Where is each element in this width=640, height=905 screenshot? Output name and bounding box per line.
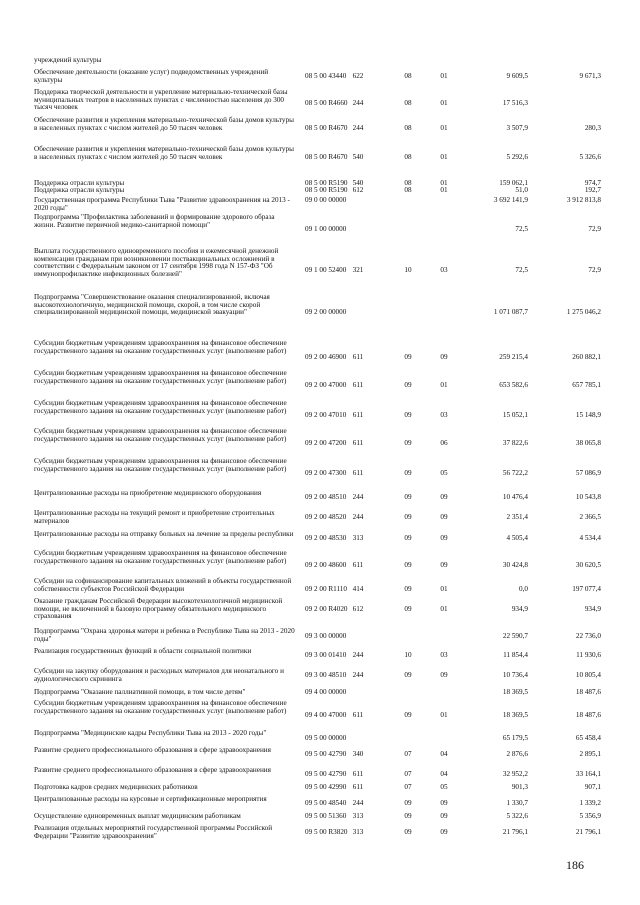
row-pr-cell: 03: [440, 266, 448, 274]
row-pr-cell: 09: [440, 812, 448, 820]
row-code-cell: 09 5 00 42790: [305, 750, 347, 758]
row-code-cell: 09 4 00 00000: [305, 688, 347, 696]
row-sum-2020-cell: 72,9: [588, 225, 601, 233]
row-sum-2019-cell: 934,9: [511, 605, 528, 613]
row-vr-cell: 611: [352, 711, 364, 719]
row-sum-2020-cell: 72,9: [588, 266, 601, 274]
row-pr-cell: 01: [440, 186, 448, 194]
row-code-cell: 09 4 00 47000: [305, 711, 347, 719]
row-sum-2020-cell: 1 339,2: [579, 799, 601, 807]
row-sum-2020-cell: 657 785,1: [572, 381, 601, 389]
row-name-cell: Субсидии бюджетным учреждениям здравоохранения на финансовое обеспечение государственного задания на оказание государственных услуг (выполнение работ): [34, 457, 287, 473]
row-vr-cell: 244: [352, 124, 364, 132]
row-sum-2020-cell: 9 671,3: [579, 72, 601, 80]
row-pr-cell: 09: [440, 799, 448, 807]
row-code-cell: 09 5 00 R3820: [305, 828, 348, 836]
row-sum-2020-cell: 5 356,9: [579, 812, 601, 820]
row-name-cell: Развитие среднего профессионального образования в сфере здравоохранения: [34, 766, 271, 774]
row-pr-cell: 09: [440, 353, 448, 361]
row-name-cell: Оказание гражданам Российской Федерации высокотехнологичной медицинской помощи, не включенной в базовую программу обязательного медицинского страхования: [34, 597, 283, 621]
row-code-cell: 09 2 00 47010: [305, 411, 347, 419]
row-name-cell: Обеспечение развития и укрепления материально-технической базы домов культуры в населенных пунктах с числом жителей до 50 тысяч человек: [34, 116, 294, 132]
row-rz-cell: 09: [404, 605, 412, 613]
row-vr-cell: 611: [352, 381, 364, 389]
row-code-cell: 09 5 00 00000: [305, 734, 347, 742]
row-sum-2019-cell: 22 590,7: [502, 632, 528, 640]
row-code-cell: 08 5 00 43440: [305, 72, 347, 80]
row-name-cell: Субсидии бюджетным учреждениям здравоохранения на финансовое обеспечение государственного задания на оказание государственных услуг (выполнение работ): [34, 549, 287, 565]
row-name-cell: Субсидии бюджетным учреждениям здравоохранения на финансовое обеспечение государственного задания на оказание государственных услуг (выполнение работ): [34, 399, 287, 415]
row-name-cell: Государственная программа Республики Тыва "Развитие здравоохранения на 2013 - 2020 годы": [34, 196, 290, 212]
row-code-cell: 08 5 00 R5190: [305, 179, 348, 187]
row-sum-2019-cell: 2 351,4: [506, 513, 528, 521]
row-pr-cell: 03: [440, 411, 448, 419]
row-sum-2020-cell: 974,7: [584, 179, 601, 187]
row-name-cell: Поддержка творческой деятельности и укрепление материально-технической базы муниципальных театров в населенных пунктах с численностью населения до 300 тысяч человек: [34, 88, 288, 112]
row-code-cell: 09 0 00 00000: [305, 196, 347, 204]
row-sum-2020-cell: 3 912 813,8: [566, 196, 601, 204]
row-rz-cell: 09: [404, 711, 412, 719]
row-rz-cell: 09: [404, 469, 412, 477]
row-sum-2019-cell: 37 822,6: [502, 439, 528, 447]
row-vr-cell: 321: [352, 266, 364, 274]
row-sum-2020-cell: 197 077,4: [572, 585, 601, 593]
row-name-cell: Осуществление единовременных выплат медицинским работникам: [34, 812, 241, 820]
row-sum-2019-cell: 2 876,6: [506, 750, 528, 758]
row-name-cell: Подпрограмма "Оказание паллиативной помощи, в том числе детям": [34, 688, 246, 696]
row-sum-2020-cell: 280,3: [584, 124, 601, 132]
row-name-cell: Централизованные расходы на курсовые и сертификационные мероприятия: [34, 795, 267, 803]
row-sum-2019-cell: 51,0: [515, 186, 528, 194]
row-sum-2019-cell: 30 424,8: [502, 561, 528, 569]
row-sum-2019-cell: 901,3: [511, 783, 528, 791]
row-rz-cell: 09: [404, 812, 412, 820]
row-name-cell: Реализация государственных функций в области социальной политики: [34, 647, 252, 655]
row-pr-cell: 03: [440, 651, 448, 659]
row-name-cell: Поддержка отрасли культуры: [34, 179, 125, 187]
row-pr-cell: 01: [440, 381, 448, 389]
row-code-cell: 08 5 00 R4660: [305, 99, 348, 107]
row-code-cell: 09 2 00 R4020: [305, 605, 348, 613]
row-sum-2019-cell: 11 854,4: [503, 651, 528, 659]
row-sum-2020-cell: 5 326,6: [579, 153, 601, 161]
row-code-cell: 09 3 00 48510: [305, 671, 347, 679]
row-sum-2020-cell: 10 543,8: [575, 493, 601, 501]
row-code-cell: 09 2 00 R1110: [305, 585, 347, 593]
row-rz-cell: 09: [404, 513, 412, 521]
row-vr-cell: 340: [352, 750, 364, 758]
row-pr-cell: 09: [440, 493, 448, 501]
row-name-cell: Субсидии на закупку оборудования и расходных материалов для неонатального и аудиологического скрининга: [34, 667, 284, 683]
row-sum-2019-cell: 9 609,5: [506, 72, 528, 80]
row-vr-cell: 612: [352, 186, 364, 194]
row-pr-cell: 05: [440, 783, 448, 791]
row-sum-2019-cell: 0,0: [519, 585, 528, 593]
row-code-cell: 09 2 00 48530: [305, 534, 347, 542]
row-sum-2019-cell: 5 322,6: [506, 812, 528, 820]
row-vr-cell: 244: [352, 513, 364, 521]
row-name-cell: Централизованные расходы на отправку больных на лечение за пределы республики: [34, 530, 294, 538]
row-sum-2019-cell: 56 722,2: [502, 469, 528, 477]
row-code-cell: 09 5 00 42990: [305, 783, 347, 791]
row-code-cell: 09 2 00 48600: [305, 561, 347, 569]
row-vr-cell: 244: [352, 651, 364, 659]
row-code-cell: 09 5 00 51360: [305, 812, 347, 820]
row-sum-2019-cell: 65 179,5: [502, 734, 528, 742]
row-code-cell: 09 3 00 01410: [305, 651, 347, 659]
row-sum-2019-cell: 15 052,1: [502, 411, 528, 419]
row-sum-2019-cell: 259 215,4: [499, 353, 528, 361]
row-pr-cell: 09: [440, 561, 448, 569]
row-code-cell: 09 2 00 47300: [305, 469, 347, 477]
row-code-cell: 09 2 00 48510: [305, 493, 347, 501]
row-vr-cell: 611: [352, 561, 364, 569]
row-rz-cell: 09: [404, 828, 412, 836]
row-sum-2019-cell: 10 736,4: [502, 671, 528, 679]
row-sum-2019-cell: 17 516,3: [502, 99, 528, 107]
row-code-cell: 09 2 00 47200: [305, 439, 347, 447]
row-sum-2020-cell: 907,1: [584, 783, 601, 791]
row-vr-cell: 244: [352, 99, 364, 107]
row-sum-2020-cell: 15 148,9: [575, 411, 601, 419]
row-name-cell: Субсидии бюджетным учреждениям здравоохранения на финансовое обеспечение государственного задания на оказание государственных услуг (выполнение работ): [34, 339, 287, 355]
row-code-cell: 09 1 00 52400: [305, 266, 347, 274]
row-sum-2019-cell: 32 952,2: [502, 770, 528, 778]
row-pr-cell: 04: [440, 750, 448, 758]
row-name-cell: Подпрограмма "Медицинские кадры Республики Тыва на 2013 - 2020 годы": [34, 729, 267, 737]
row-rz-cell: 10: [404, 651, 412, 659]
row-rz-cell: 08: [404, 186, 412, 194]
row-sum-2020-cell: 4 534,4: [579, 534, 601, 542]
row-rz-cell: 08: [404, 153, 412, 161]
row-name-cell: Подпрограмма "Совершенствование оказания специализированной, включая высокотехнологичную, медицинской помощи, скорой, в том числе скорой специализированной медицинской помощи, медицинской эвакуации": [34, 293, 270, 317]
row-sum-2020-cell: 65 458,4: [575, 734, 601, 742]
row-sum-2020-cell: 21 796,1: [575, 828, 601, 836]
row-pr-cell: 06: [440, 439, 448, 447]
row-sum-2020-cell: 260 882,1: [572, 353, 601, 361]
row-pr-cell: 01: [440, 585, 448, 593]
row-rz-cell: 07: [404, 750, 412, 758]
row-sum-2019-cell: 18 369,5: [502, 688, 528, 696]
row-name-cell: Обеспечение деятельности (оказание услуг) подведомственных учреждений культуры: [34, 68, 269, 84]
row-pr-cell: 09: [440, 671, 448, 679]
row-sum-2019-cell: 3 507,9: [506, 124, 528, 132]
row-rz-cell: 09: [404, 493, 412, 501]
row-name-cell: Субсидии бюджетным учреждениям здравоохранения на финансовое обеспечение государственного задания на оказание государственных услуг (выполнение работ): [34, 699, 287, 715]
row-pr-cell: 04: [440, 770, 448, 778]
row-sum-2020-cell: 30 620,5: [575, 561, 601, 569]
row-vr-cell: 611: [352, 469, 364, 477]
row-vr-cell: 414: [352, 585, 364, 593]
row-sum-2020-cell: 192,7: [584, 186, 601, 194]
row-sum-2019-cell: 18 369,5: [502, 711, 528, 719]
row-sum-2020-cell: 11 930,6: [576, 651, 601, 659]
row-code-cell: 09 5 00 48540: [305, 799, 347, 807]
row-rz-cell: 07: [404, 783, 412, 791]
row-vr-cell: 611: [352, 770, 364, 778]
row-code-cell: 09 2 00 47000: [305, 381, 347, 389]
row-pr-cell: 09: [440, 513, 448, 521]
row-sum-2020-cell: 10 805,4: [575, 671, 601, 679]
row-rz-cell: 09: [404, 671, 412, 679]
row-vr-cell: 611: [352, 411, 364, 419]
row-name-cell: Развитие среднего профессионального образования в сфере здравоохранения: [34, 746, 271, 754]
row-sum-2019-cell: 1 330,7: [506, 799, 528, 807]
row-rz-cell: 10: [404, 266, 412, 274]
row-vr-cell: 540: [352, 179, 364, 187]
row-pr-cell: 09: [440, 828, 448, 836]
row-name-cell: Субсидии бюджетным учреждениям здравоохранения на финансовое обеспечение государственного задания на оказание государственных услуг (выполнение работ): [34, 369, 287, 385]
row-pr-cell: 01: [440, 153, 448, 161]
row-code-cell: 08 5 00 R4670: [305, 124, 348, 132]
row-vr-cell: 313: [352, 828, 364, 836]
row-rz-cell: 09: [404, 353, 412, 361]
row-vr-cell: 622: [352, 72, 364, 80]
row-sum-2020-cell: 57 086,9: [575, 469, 601, 477]
row-vr-cell: 611: [352, 783, 364, 791]
row-sum-2020-cell: 2 895,1: [579, 750, 601, 758]
row-rz-cell: 09: [404, 411, 412, 419]
row-sum-2019-cell: 5 292,6: [506, 153, 528, 161]
row-name-cell: Подготовка кадров средних медицинских работников: [34, 783, 198, 791]
row-sum-2019-cell: 72,5: [515, 225, 528, 233]
row-rz-cell: 09: [404, 381, 412, 389]
row-sum-2019-cell: 3 692 141,9: [493, 196, 528, 204]
row-rz-cell: 08: [404, 72, 412, 80]
row-vr-cell: 612: [352, 605, 364, 613]
row-name-cell: Централизованные расходы на приобретение медицинского оборудования: [34, 489, 262, 497]
row-rz-cell: 08: [404, 124, 412, 132]
row-rz-cell: 07: [404, 770, 412, 778]
row-sum-2020-cell: 18 487,6: [575, 688, 601, 696]
row-pr-cell: 01: [440, 605, 448, 613]
row-pr-cell: 01: [440, 711, 448, 719]
row-vr-cell: 611: [352, 439, 364, 447]
row-name-cell: Обеспечение развития и укрепления материально-технической базы домов культуры в населенных пунктах с числом жителей до 50 тысяч человек: [34, 145, 294, 161]
row-sum-2020-cell: 18 487,6: [575, 711, 601, 719]
row-rz-cell: 09: [404, 799, 412, 807]
row-code-cell: 09 2 00 46900: [305, 353, 347, 361]
row-name-cell: Поддержка отрасли культуры: [34, 186, 125, 194]
row-sum-2020-cell: 2 366,5: [579, 513, 601, 521]
row-name-cell: Подпрограмма "Профилактика заболеваний и формирование здорового образа жизни. Развитие первичной медико-санитарной помощи": [34, 213, 275, 229]
row-vr-cell: 313: [352, 534, 364, 542]
row-sum-2019-cell: 1 071 087,7: [493, 308, 528, 316]
row-code-cell: 09 1 00 00000: [305, 225, 347, 233]
row-code-cell: 08 5 00 R5190: [305, 186, 348, 194]
row-pr-cell: 01: [440, 99, 448, 107]
row-pr-cell: 05: [440, 469, 448, 477]
page-number: 186: [566, 858, 584, 872]
row-code-cell: 09 2 00 00000: [305, 308, 347, 316]
row-sum-2020-cell: 1 275 046,2: [566, 308, 601, 316]
row-sum-2019-cell: 4 505,4: [506, 534, 528, 542]
row-name-cell: Выплата государственного единовременного пособия и ежемесячной денежной компенсации гражданам при возникновении поствакцинальных осложнений в соответствии с Федеральным законом от 17 сентября 1998 года N 157-ФЗ "Об иммунопрофилактике инфекционных болезней": [34, 247, 279, 278]
row-sum-2019-cell: 159 062,1: [499, 179, 528, 187]
row-rz-cell: 08: [404, 179, 412, 187]
row-sum-2020-cell: 934,9: [584, 605, 601, 613]
row-rz-cell: 09: [404, 439, 412, 447]
row-pr-cell: 01: [440, 124, 448, 132]
row-name-cell: учреждений культуры: [34, 56, 102, 64]
row-sum-2019-cell: 653 582,6: [499, 381, 528, 389]
row-vr-cell: 244: [352, 799, 364, 807]
row-code-cell: 09 5 00 42790: [305, 770, 347, 778]
row-name-cell: Субсидии бюджетным учреждениям здравоохранения на финансовое обеспечение государственного задания на оказание государственных услуг (выполнение работ): [34, 427, 287, 443]
row-sum-2020-cell: 22 736,0: [575, 632, 601, 640]
row-name-cell: Субсидии на софинансирование капитальных вложений в объекты государственной собственности субъектов Российской Федерации: [34, 577, 292, 593]
row-pr-cell: 09: [440, 534, 448, 542]
row-vr-cell: 244: [352, 493, 364, 501]
row-pr-cell: 01: [440, 72, 448, 80]
row-name-cell: Подпрограмма "Охрана здоровья матери и ребенка в Республике Тыва на 2013 - 2020 годы": [34, 627, 295, 643]
row-vr-cell: 313: [352, 812, 364, 820]
row-vr-cell: 611: [352, 353, 364, 361]
row-pr-cell: 01: [440, 179, 448, 187]
row-rz-cell: 08: [404, 99, 412, 107]
row-name-cell: Реализация отдельных мероприятий государственной программы Российской Федерации "Развитие здравоохранения": [34, 824, 273, 840]
row-sum-2020-cell: 38 065,8: [575, 439, 601, 447]
row-sum-2019-cell: 10 476,4: [502, 493, 528, 501]
row-code-cell: 09 3 00 00000: [305, 632, 347, 640]
row-sum-2019-cell: 21 796,1: [502, 828, 528, 836]
row-rz-cell: 09: [404, 534, 412, 542]
row-name-cell: Централизованные расходы на текущий ремонт и приобретение строительных материалов: [34, 509, 275, 525]
row-vr-cell: 540: [352, 153, 364, 161]
row-code-cell: 09 2 00 48520: [305, 513, 347, 521]
row-vr-cell: 244: [352, 671, 364, 679]
row-sum-2019-cell: 72,5: [515, 266, 528, 274]
row-rz-cell: 09: [404, 585, 412, 593]
row-code-cell: 08 5 00 R4670: [305, 153, 348, 161]
row-sum-2020-cell: 33 164,1: [575, 770, 601, 778]
row-rz-cell: 09: [404, 561, 412, 569]
